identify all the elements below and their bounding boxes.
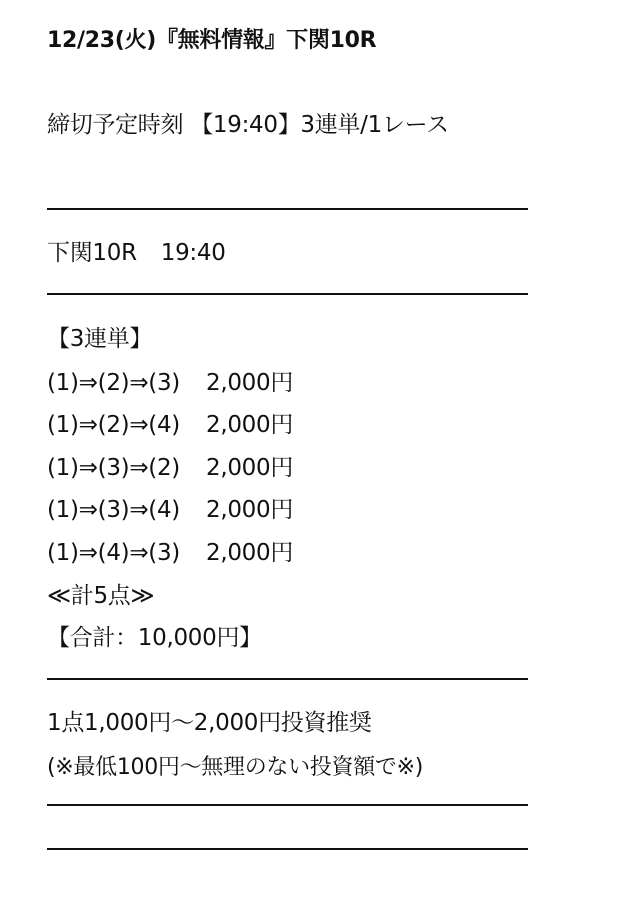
bet-amount: 2,000円 <box>205 497 294 523</box>
bet-row <box>47 539 293 567</box>
bet-amount: 2,000円 <box>205 540 294 566</box>
bet-amount: 2,000円 <box>205 412 294 438</box>
divider <box>47 848 528 850</box>
divider <box>47 804 528 806</box>
divider <box>47 293 528 295</box>
divider <box>47 208 528 210</box>
bet-count: ≪計5点≫ <box>47 583 155 609</box>
race-time: 19:40 <box>160 240 226 266</box>
race-heading <box>47 239 226 267</box>
deadline-info: 締切予定時刻 【19:40】3連単/1レース <box>47 112 449 138</box>
bet-combination: (1)⇒(3)⇒(2) <box>47 455 180 481</box>
page-title: 12/23(火)『無料情報』下関10R <box>47 28 377 53</box>
bet-row <box>47 496 293 524</box>
bet-row <box>47 454 293 482</box>
bet-amount: 2,000円 <box>205 370 294 396</box>
investment-recommendation: 1点1,000円〜2,000円投資推奨 <box>47 710 372 736</box>
investment-note: (※最低100円〜無理のない投資額で※) <box>47 755 424 780</box>
bet-combination: (1)⇒(2)⇒(4) <box>47 412 180 438</box>
bet-type-header: 【3連単】 <box>47 326 153 352</box>
bet-amount: 2,000円 <box>205 455 294 481</box>
divider <box>47 678 528 680</box>
bet-total: 【合計：10,000円】 <box>47 625 262 651</box>
bet-combination: (1)⇒(2)⇒(3) <box>47 370 180 396</box>
bet-combination: (1)⇒(3)⇒(4) <box>47 497 180 523</box>
bet-row <box>47 411 293 439</box>
bet-row <box>47 369 293 397</box>
bet-combination: (1)⇒(4)⇒(3) <box>47 540 180 566</box>
race-name: 下関10R <box>47 240 137 266</box>
